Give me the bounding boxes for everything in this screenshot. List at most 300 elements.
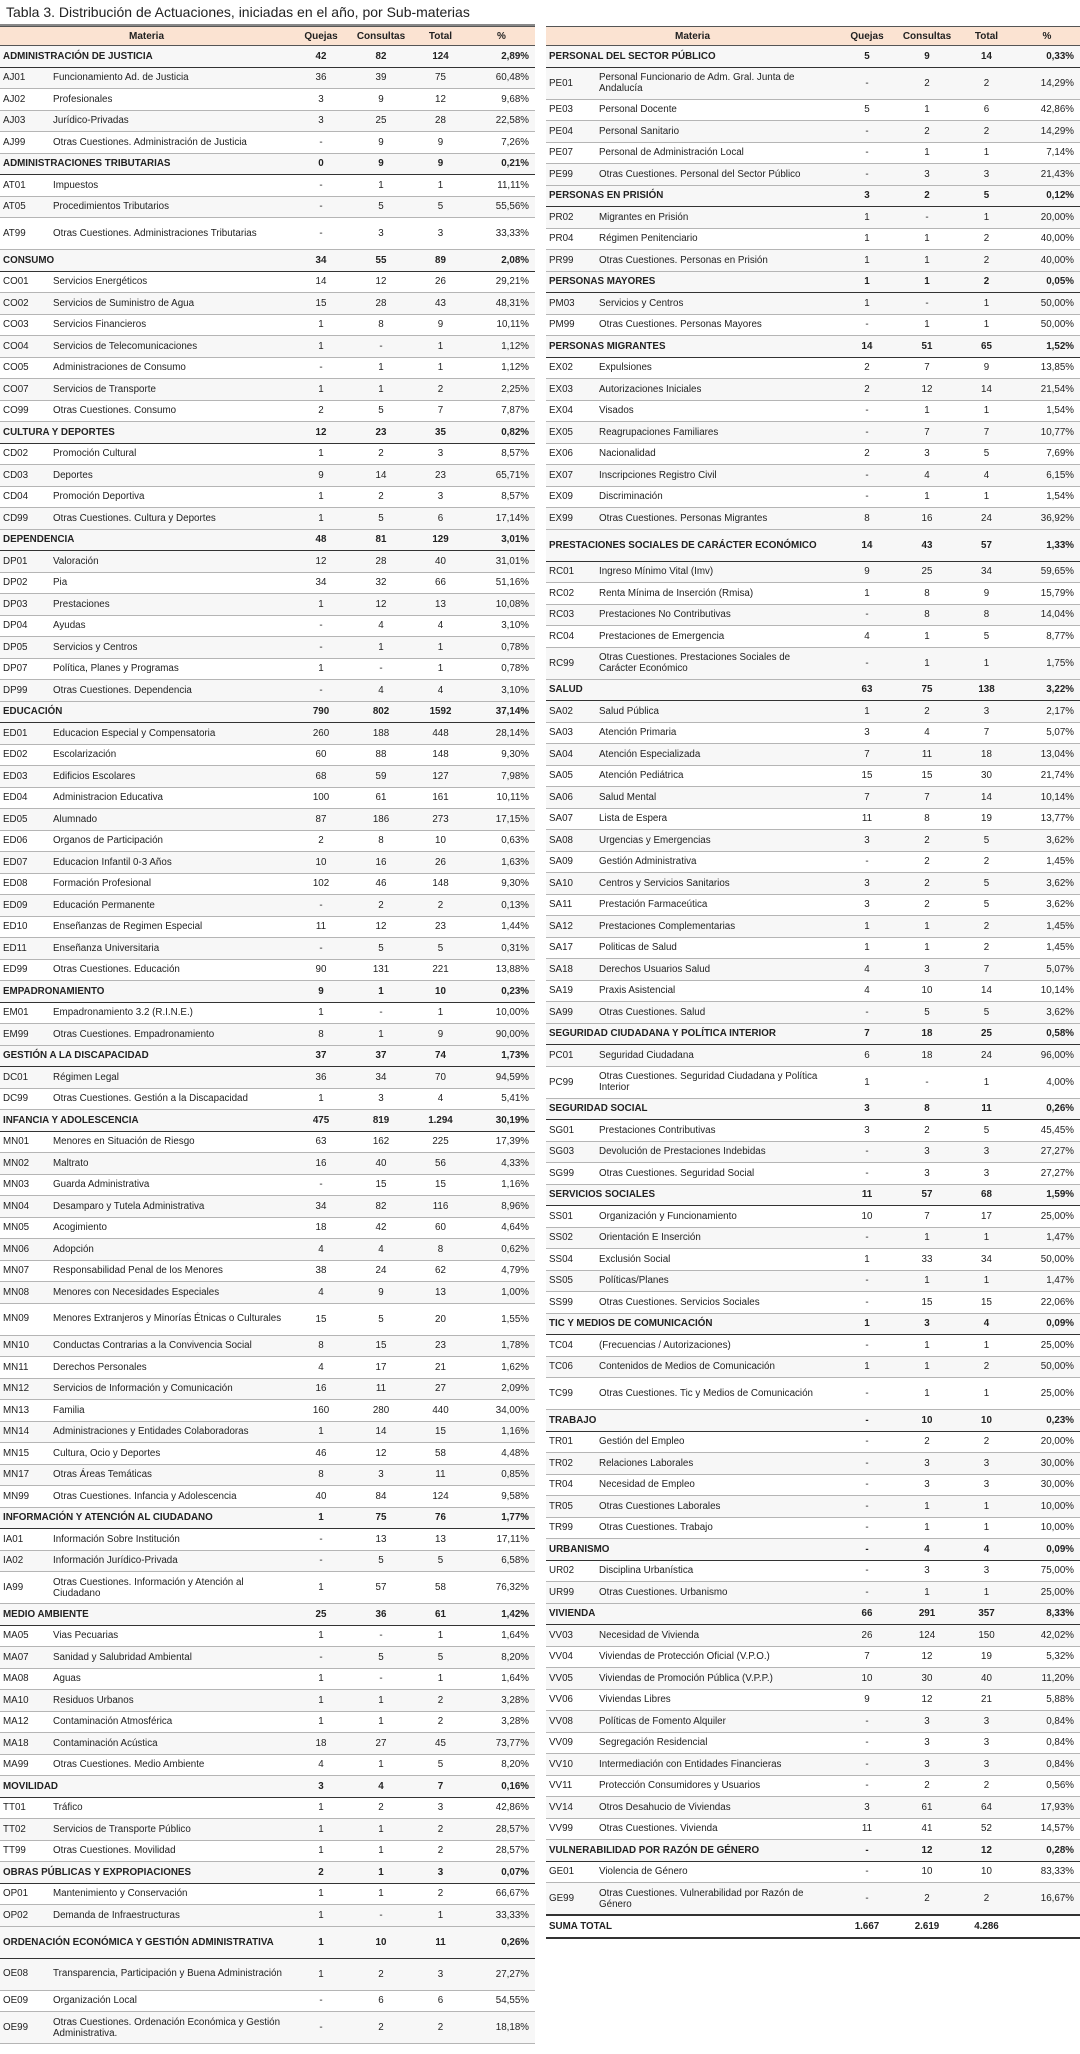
row-quejas: -	[839, 851, 895, 873]
category-pct: 0,12%	[1014, 185, 1080, 207]
row-quejas: 40	[293, 1486, 349, 1508]
category-consultas: 9	[895, 46, 959, 68]
submateria-code: CO05	[3, 362, 29, 374]
row-total: 3	[959, 701, 1014, 723]
submateria-code: ED06	[3, 835, 28, 847]
submateria-code: DC01	[3, 1071, 29, 1083]
submateria-cell	[546, 765, 839, 787]
submateria-name: Gestión del Empleo	[599, 1436, 685, 1448]
row-pct: 27,27%	[1014, 1163, 1080, 1185]
category-pct: 8,33%	[1014, 1603, 1080, 1625]
submateria-name: Centros y Servicios Sanitarios	[599, 877, 730, 889]
submateria-name: Familia	[53, 1404, 85, 1416]
row-quejas: -	[839, 1775, 895, 1797]
row-consultas: 40	[349, 1153, 413, 1175]
table-row	[0, 1647, 535, 1669]
category-row	[546, 1098, 1080, 1120]
table-row	[546, 1163, 1080, 1185]
row-total: 66	[413, 572, 468, 594]
submateria-name: Promoción Deportiva	[53, 491, 145, 503]
row-quejas: 8	[293, 1464, 349, 1486]
row-total: 8	[413, 1239, 468, 1261]
total-pct	[1014, 1915, 1080, 1938]
row-pct: 2,09%	[468, 1378, 535, 1400]
submateria-name: Administraciones y Entidades Colaboradoras	[53, 1426, 249, 1438]
row-quejas: 8	[293, 1335, 349, 1357]
submateria-name: Otras Cuestiones. Personal del Sector Público	[599, 168, 801, 180]
category-row	[0, 1776, 535, 1798]
row-quejas: 4	[293, 1239, 349, 1261]
submateria-code: MN10	[3, 1340, 30, 1352]
row-pct: 8,20%	[468, 1754, 535, 1776]
row-consultas: 1	[349, 357, 413, 379]
category-total: 74	[413, 1045, 468, 1067]
row-consultas: 4	[895, 722, 959, 744]
submateria-name: Menores en Situación de Riesgo	[53, 1136, 195, 1148]
submateria-name: Otras Cuestiones. Personas Migrantes	[599, 512, 768, 524]
submateria-name: Gestión Administrativa	[599, 856, 697, 868]
row-total: 40	[413, 551, 468, 573]
row-quejas: 1	[293, 508, 349, 530]
row-pct: 25,00%	[1014, 1206, 1080, 1228]
row-consultas: 13	[349, 1529, 413, 1551]
row-quejas: 102	[293, 873, 349, 895]
row-total: 13	[413, 594, 468, 616]
row-pct: 3,62%	[1014, 830, 1080, 852]
category-row	[0, 1604, 535, 1626]
submateria-name: Información Jurídico-Privada	[53, 1555, 178, 1567]
row-pct: 30,00%	[1014, 1474, 1080, 1496]
row-quejas: 26	[839, 1625, 895, 1647]
row-pct: 1,54%	[1014, 486, 1080, 508]
row-pct: 8,77%	[1014, 626, 1080, 648]
category-name: DEPENDENCIA	[0, 529, 293, 551]
category-quejas: 1	[839, 271, 895, 293]
row-pct: 22,06%	[1014, 1292, 1080, 1314]
submateria-name: Alumnado	[53, 813, 98, 825]
category-name: CONSUMO	[0, 250, 293, 272]
row-consultas: 3	[895, 1754, 959, 1776]
submateria-name: Disciplina Urbanística	[599, 1565, 694, 1577]
row-consultas: 15	[895, 1292, 959, 1314]
table-row	[546, 744, 1080, 766]
submateria-name: Otros Desahucio de Viviendas	[599, 1801, 731, 1813]
submateria-cell	[0, 1905, 293, 1927]
row-pct: 33,33%	[468, 1905, 535, 1927]
category-quejas: 0	[293, 153, 349, 175]
row-consultas: 1	[895, 916, 959, 938]
submateria-cell	[546, 1496, 839, 1518]
submateria-cell	[0, 744, 293, 766]
table-row	[0, 1572, 535, 1604]
submateria-cell	[0, 508, 293, 530]
row-quejas: 100	[293, 787, 349, 809]
submateria-name: Otras Cuestiones. Personas en Prisión	[599, 254, 768, 266]
category-pct: 0,58%	[1014, 1023, 1080, 1045]
row-pct: 13,85%	[1014, 357, 1080, 379]
row-total: 1	[413, 336, 468, 358]
category-name: ADMINISTRACIONES TRIBUTARIAS	[0, 153, 293, 175]
row-consultas: -	[349, 1905, 413, 1927]
category-pct: 0,28%	[1014, 1840, 1080, 1862]
row-quejas: -	[839, 142, 895, 164]
row-total: 2	[413, 379, 468, 401]
submateria-code: MA07	[3, 1651, 29, 1663]
row-quejas: 34	[293, 1196, 349, 1218]
row-total: 10	[959, 1861, 1014, 1883]
table-row	[546, 1335, 1080, 1357]
submateria-cell	[0, 1647, 293, 1669]
row-quejas: 1	[839, 1066, 895, 1098]
row-total: 3	[959, 1711, 1014, 1733]
row-consultas: 25	[349, 110, 413, 132]
submateria-cell	[0, 132, 293, 154]
row-consultas: 5	[349, 1647, 413, 1669]
category-total: 357	[959, 1603, 1014, 1625]
row-quejas: 38	[293, 1260, 349, 1282]
row-pct: 33,33%	[468, 218, 535, 250]
category-row	[546, 46, 1080, 68]
submateria-name: Información Sobre Institución	[53, 1533, 180, 1545]
row-pct: 16,67%	[1014, 1883, 1080, 1916]
category-quejas: 37	[293, 1045, 349, 1067]
table-row	[0, 830, 535, 852]
row-pct: 20,00%	[1014, 207, 1080, 229]
table-row	[546, 1002, 1080, 1024]
row-pct: 13,77%	[1014, 808, 1080, 830]
submateria-name: Valoración	[53, 555, 99, 567]
submateria-code: ED10	[3, 921, 28, 933]
submateria-cell	[0, 680, 293, 702]
table-row	[0, 1088, 535, 1110]
category-row	[0, 250, 535, 272]
submateria-code: SS05	[549, 1275, 573, 1287]
submateria-name: Segregación Residencial	[599, 1737, 708, 1749]
category-consultas: 9	[349, 153, 413, 175]
table-row	[546, 1474, 1080, 1496]
submateria-cell	[0, 1335, 293, 1357]
row-quejas: -	[293, 218, 349, 250]
category-quejas: 9	[293, 981, 349, 1003]
row-quejas: 3	[839, 722, 895, 744]
table-row	[0, 1990, 535, 2012]
row-pct: 4,79%	[468, 1260, 535, 1282]
row-quejas: -	[839, 121, 895, 143]
row-total: 1	[959, 1496, 1014, 1518]
row-total: 2	[413, 2012, 468, 2044]
submateria-cell	[546, 980, 839, 1002]
submateria-code: SA02	[549, 705, 573, 717]
row-total: 24	[959, 1045, 1014, 1067]
row-pct: 0,84%	[1014, 1754, 1080, 1776]
row-consultas: 1	[895, 1378, 959, 1410]
row-quejas: -	[839, 314, 895, 336]
submateria-name: Discriminación	[599, 491, 663, 503]
submateria-code: MN08	[3, 1286, 30, 1298]
row-total: 1	[413, 357, 468, 379]
submateria-code: CD03	[3, 469, 29, 481]
submateria-cell	[0, 551, 293, 573]
row-pct: 22,58%	[468, 110, 535, 132]
row-consultas: 1	[895, 937, 959, 959]
row-pct: 96,00%	[1014, 1045, 1080, 1067]
row-pct: 50,00%	[1014, 314, 1080, 336]
submateria-name: Otras Cuestiones. Seguridad Ciudadana y Política Interior	[599, 1071, 818, 1093]
row-quejas: -	[839, 1453, 895, 1475]
submateria-code: MN04	[3, 1200, 30, 1212]
row-total: 5	[959, 830, 1014, 852]
submateria-name: Necesidad de Empleo	[599, 1479, 695, 1491]
submateria-cell	[546, 1002, 839, 1024]
table-row	[546, 1496, 1080, 1518]
row-consultas: 28	[349, 551, 413, 573]
row-total: 2	[413, 895, 468, 917]
submateria-name: Ingreso Mínimo Vital (Imv)	[599, 566, 714, 578]
submateria-name: Política, Planes y Programas	[53, 663, 179, 675]
submateria-cell	[0, 1400, 293, 1422]
table-row	[546, 508, 1080, 530]
submateria-code: ED11	[3, 942, 27, 954]
submateria-name: Régimen Legal	[53, 1071, 119, 1083]
row-pct: 11,11%	[468, 175, 535, 197]
submateria-name: Otras Cuestiones. Medio Ambiente	[53, 1759, 205, 1771]
category-total: 10	[959, 1410, 1014, 1432]
row-consultas: 4	[349, 1239, 413, 1261]
submateria-cell	[0, 486, 293, 508]
category-quejas: 1	[839, 1313, 895, 1335]
submateria-name: Otras Cuestiones. Vulnerabilidad por Razón de Género	[599, 1887, 804, 1910]
submateria-code: GE99	[549, 1893, 575, 1904]
submateria-name: Edificios Escolares	[53, 770, 136, 782]
submateria-cell	[546, 787, 839, 809]
category-total: 11	[959, 1098, 1014, 1120]
row-quejas: 1	[839, 250, 895, 272]
submateria-cell	[546, 722, 839, 744]
table-row	[0, 379, 535, 401]
row-total: 5	[959, 1002, 1014, 1024]
row-pct: 17,14%	[468, 508, 535, 530]
submateria-code: VV06	[549, 1694, 573, 1706]
row-consultas: 5	[349, 1550, 413, 1572]
row-pct: 14,29%	[1014, 67, 1080, 99]
row-consultas: 5	[895, 1002, 959, 1024]
table-row	[546, 357, 1080, 379]
category-pct: 1,73%	[468, 1045, 535, 1067]
row-quejas: -	[293, 1529, 349, 1551]
category-name: OBRAS PÚBLICAS Y EXPROPIACIONES	[0, 1862, 293, 1884]
submateria-cell	[546, 1883, 839, 1916]
row-total: 9	[413, 1024, 468, 1046]
row-total: 11	[413, 1464, 468, 1486]
submateria-name: Otras Cuestiones. Tic y Medios de Comunicación	[599, 1387, 813, 1399]
row-quejas: -	[839, 164, 895, 186]
row-consultas: 1	[895, 400, 959, 422]
submateria-cell	[546, 67, 839, 99]
category-row	[0, 529, 535, 551]
submateria-code: PE07	[549, 147, 573, 159]
category-name: SERVICIOS SOCIALES	[546, 1184, 839, 1206]
table-row	[0, 551, 535, 573]
submateria-code: MA99	[3, 1759, 29, 1771]
row-total: 148	[413, 873, 468, 895]
row-pct: 8,57%	[468, 486, 535, 508]
submateria-code: VV09	[549, 1737, 573, 1749]
category-consultas: 51	[895, 336, 959, 358]
row-quejas: 10	[839, 1668, 895, 1690]
row-pct: 3,28%	[468, 1690, 535, 1712]
category-total: 65	[959, 336, 1014, 358]
table-row	[546, 583, 1080, 605]
submateria-name: Servicios de Suministro de Agua	[53, 297, 195, 309]
row-quejas: 4	[293, 1282, 349, 1304]
category-name: TIC Y MEDIOS DE COMUNICACIÓN	[546, 1313, 839, 1335]
row-consultas: 1	[895, 314, 959, 336]
row-consultas: 1	[349, 1840, 413, 1862]
submateria-code: AT99	[3, 227, 26, 239]
table-row	[546, 422, 1080, 444]
table-row	[546, 1818, 1080, 1840]
table-row	[546, 1453, 1080, 1475]
submateria-name: Deportes	[53, 469, 93, 481]
category-quejas: 48	[293, 529, 349, 551]
row-total: 58	[413, 1443, 468, 1465]
row-quejas: -	[293, 357, 349, 379]
submateria-cell	[0, 1282, 293, 1304]
row-total: 2	[959, 121, 1014, 143]
submateria-name: Praxis Asistencial	[599, 985, 676, 997]
row-pct: 4,33%	[468, 1153, 535, 1175]
row-pct: 9,58%	[468, 1486, 535, 1508]
category-name: PRESTACIONES SOCIALES DE CARÁCTER ECONÓMICO	[546, 529, 839, 561]
submateria-cell	[0, 1668, 293, 1690]
row-quejas: 11	[839, 1818, 895, 1840]
submateria-cell	[546, 1689, 839, 1711]
submateria-code: ED09	[3, 899, 28, 911]
row-total: 9	[959, 357, 1014, 379]
row-quejas: -	[293, 196, 349, 218]
category-quejas: 11	[839, 1184, 895, 1206]
table-row	[546, 1270, 1080, 1292]
category-quejas: 34	[293, 250, 349, 272]
submateria-name: Otras Cuestiones. Servicios Sociales	[599, 1296, 760, 1308]
category-quejas: 12	[293, 422, 349, 444]
submateria-name: Salud Pública	[599, 705, 659, 717]
row-total: 1	[959, 1227, 1014, 1249]
submateria-code: TR02	[549, 1457, 573, 1469]
table-row	[0, 271, 535, 293]
row-quejas: 1	[293, 1711, 349, 1733]
row-total: 34	[959, 561, 1014, 583]
row-quejas: 1	[839, 207, 895, 229]
category-name: INFANCIA Y ADOLESCENCIA	[0, 1110, 293, 1132]
submateria-name: Guarda Administrativa	[53, 1179, 150, 1191]
category-name: INFORMACIÓN Y ATENCIÓN AL CIUDADANO	[0, 1507, 293, 1529]
category-pct: 1,59%	[1014, 1184, 1080, 1206]
table-row	[546, 379, 1080, 401]
row-total: 1	[959, 1517, 1014, 1539]
category-consultas: 3	[895, 1313, 959, 1335]
submateria-name: Otras Cuestiones. Personas Mayores	[599, 319, 762, 331]
submateria-cell	[546, 1431, 839, 1453]
row-total: 62	[413, 1260, 468, 1282]
row-total: 3	[413, 443, 468, 465]
table-row	[546, 1431, 1080, 1453]
submateria-code: EX99	[549, 512, 573, 524]
submateria-code: OE08	[3, 1968, 29, 1980]
table-row	[546, 765, 1080, 787]
submateria-code: AJ01	[3, 72, 26, 84]
submateria-cell	[546, 1270, 839, 1292]
submateria-cell	[546, 1582, 839, 1604]
row-quejas: 36	[293, 1067, 349, 1089]
row-total: 5	[413, 1647, 468, 1669]
submateria-cell	[0, 1067, 293, 1089]
submateria-code: PR99	[549, 254, 574, 266]
submateria-code: UR99	[549, 1586, 575, 1598]
category-consultas: 802	[349, 701, 413, 723]
row-pct: 1,78%	[468, 1335, 535, 1357]
category-name: SALUD	[546, 679, 839, 701]
submateria-code: MA10	[3, 1694, 29, 1706]
submateria-cell	[546, 250, 839, 272]
row-consultas: 3	[349, 1088, 413, 1110]
submateria-name: Servicios de Información y Comunicación	[53, 1383, 233, 1395]
submateria-name: Sanidad y Salubridad Ambiental	[53, 1651, 192, 1663]
row-total: 45	[413, 1733, 468, 1755]
row-consultas: 57	[349, 1572, 413, 1604]
row-pct: 51,16%	[468, 572, 535, 594]
row-consultas: 8	[349, 314, 413, 336]
row-pct: 4,64%	[468, 1217, 535, 1239]
row-consultas: 1	[895, 1270, 959, 1292]
row-pct: 10,00%	[468, 1002, 535, 1024]
submateria-code: EX03	[549, 383, 573, 395]
row-pct: 4,00%	[1014, 1066, 1080, 1098]
row-pct: 1,54%	[1014, 400, 1080, 422]
submateria-name: Prestaciones	[53, 598, 110, 610]
row-consultas: 3	[895, 1453, 959, 1475]
row-pct: 9,68%	[468, 89, 535, 111]
row-pct: 42,02%	[1014, 1625, 1080, 1647]
category-name: ORDENACIÓN ECONÓMICA Y GESTIÓN ADMINISTRATIVA	[0, 1926, 293, 1958]
submateria-cell	[0, 895, 293, 917]
category-consultas: 291	[895, 1603, 959, 1625]
row-quejas: 1	[293, 486, 349, 508]
submateria-code: CO04	[3, 340, 29, 352]
category-consultas: 1	[349, 1862, 413, 1884]
submateria-cell	[546, 1378, 839, 1410]
submateria-cell	[546, 1775, 839, 1797]
submateria-name: Administraciones de Consumo	[53, 362, 186, 374]
total-total: 4.286	[959, 1915, 1014, 1938]
submateria-name: Inscripciones Registro Civil	[599, 469, 717, 481]
submateria-code: TC06	[549, 1361, 573, 1373]
table-row	[0, 89, 535, 111]
row-consultas: 5	[349, 400, 413, 422]
submateria-code: MN06	[3, 1243, 30, 1255]
row-pct: 17,39%	[468, 1131, 535, 1153]
category-quejas: -	[839, 1539, 895, 1561]
row-consultas: 124	[895, 1625, 959, 1647]
row-total: 8	[959, 604, 1014, 626]
table-row	[546, 67, 1080, 99]
row-quejas: 2	[839, 357, 895, 379]
table-row	[546, 1292, 1080, 1314]
row-quejas: 10	[839, 1206, 895, 1228]
table-row	[546, 1560, 1080, 1582]
table-row	[0, 465, 535, 487]
table-row	[546, 1754, 1080, 1776]
